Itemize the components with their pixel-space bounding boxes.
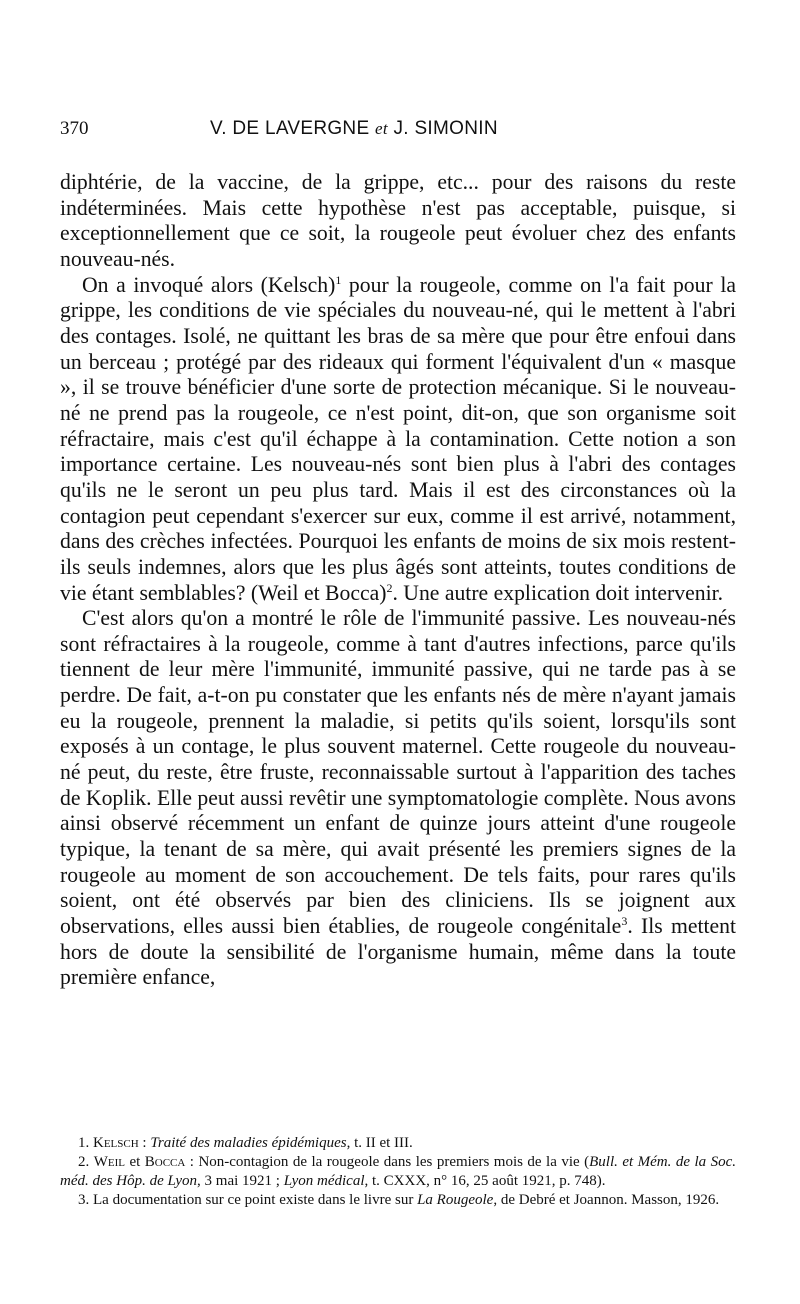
footnote-ref-3: 3 (621, 914, 628, 929)
footnote-2 (60, 1153, 736, 1191)
footnote-number: 3. (78, 1192, 90, 1208)
footnote-1 (60, 1134, 736, 1153)
footnote-title: Bull. et Mém. de la Soc. méd. des Hôp. de Lyon (60, 1154, 736, 1189)
footnote-author: Kelsch (93, 1135, 139, 1151)
paragraph-2-part-1: On a invoqué alors (Kelsch) (82, 272, 336, 297)
footnote-title-2: Lyon médical (283, 1173, 365, 1189)
header-authors (210, 118, 498, 140)
footnote-3 (60, 1191, 736, 1210)
footnote-text: La documentation sur ce point existe dans le livre sur (93, 1192, 418, 1208)
footnote-detail: , 3 mai 1921 ; (197, 1173, 284, 1189)
header-author-2: J. SIMONIN (393, 118, 498, 139)
paragraph-1: diphtérie, de la vaccine, de la grippe, etc... pour des raisons du reste indéterminées. Mais cette hypothèse n'est pas acceptable, puisque, si exceptionnellement que ce soit, la rougeole peut évoluer chez des enfants nouveau-nés. (60, 170, 736, 271)
page-number: 370 (60, 118, 89, 139)
footnote-title: Traité des maladies épidémiques (150, 1135, 347, 1151)
footnote-ref-2: 2 (386, 580, 393, 595)
paragraph-3-part-2: . Ils mettent hors de doute la sensibilité de l'organisme humain, même dans la toute première enfance, (60, 914, 736, 990)
footnote-conjunction: et (124, 1154, 145, 1170)
footnote-detail: , t. II et III. (346, 1135, 413, 1151)
paragraph-3-part-1: C'est alors qu'on a montré le rôle de l'immunité passive. Les nouveau-nés sont réfractaires à la rougeole, comme à tant d'autres infections, parce qu'ils tiennent de leur mère l'immunité, immunité passive, qui ne tarde pas à se perdre. De fait, a-t-on pu constater que les enfants nés de mère n'ayant jamais eu la rougeole, prennent la maladie, si petits qu'ils soient, lorsqu'ils sont exposés à un contage, le plus souvent maternel. Cette rougeole du nouveau-né peut, du reste, être fruste, reconnaissable surtout à l'apparition des taches de Koplik. Elle peut aussi revêtir une symptomatologie complète. Nous avons ainsi observé récemment un enfant de quinze jours atteint d'une rougeole typique, la tenant de sa mère, qui avait présenté les premiers signes de la rougeole au moment de son accouchement. De tels faits, pour rares qu'ils soient, ont été observés par bien des cliniciens. Ils se joignent aux observations, elles aussi bien établies, de rougeole congénitale (60, 606, 736, 939)
paragraph-3 (60, 606, 736, 991)
footnote-detail-2: , t. CXXX, n° 16, 25 août 1921, p. 748). (364, 1173, 606, 1189)
paragraph-2-part-3: . Une autre explication doit intervenir. (392, 580, 724, 605)
footnote-detail: , de Debré et Joannon. Masson, 1926. (493, 1192, 720, 1208)
footnote-ref-1: 1 (335, 272, 342, 287)
footnote-number: 1. (78, 1135, 90, 1151)
footnote-text: Non-contagion de la rougeole dans les premiers mois de la vie ( (198, 1154, 590, 1170)
footnote-author-b: Bocca (144, 1154, 186, 1170)
footnote-separator: : (185, 1154, 199, 1170)
header-author-1: V. DE LAVERGNE (210, 118, 370, 139)
running-head (60, 118, 736, 148)
paragraph-2-part-2: pour la rougeole, comme on l'a fait pour la grippe, les conditions de vie spéciales du nouveau-né, qui le mettent à l'abri des contages. Isolé, ne quittant les bras de sa mère que pour être enfoui dans un berceau ; protégé par des rideaux qui forment l'équivalent d'un « masque », il se trouve bénéficier d'une sorte de protection mécanique. Si le nouveau-né ne prend pas la rougeole, ce n'est point, dit-on, que son organisme soit réfractaire, mais c'est qu'il échappe à la contamination. Cette notion a son importance certaine. Les nouveau-nés sont bien plus à l'abri des contages qu'ils ne le seront un peu plus tard. Mais il est des circonstances où la contagion peut cependant s'exercer sur eux, comme il est arrivé, notamment, dans des crèches infectées. Pourquoi les enfants de moins de six mois restent-ils seuls indemnes, alors que les plus âgés sont atteints, toutes conditions de vie étant semblables? (Weil et Bocca) (60, 272, 736, 605)
body-text (60, 170, 736, 991)
paragraph-2 (60, 273, 736, 607)
footnote-number: 2. (78, 1154, 90, 1170)
footnote-title: La Rougeole (417, 1192, 494, 1208)
footnote-author: Weil (93, 1154, 125, 1170)
footnote-separator: : (138, 1135, 151, 1151)
header-conjunction: et (375, 119, 388, 138)
page-body (60, 118, 736, 991)
footnotes (60, 1134, 736, 1210)
